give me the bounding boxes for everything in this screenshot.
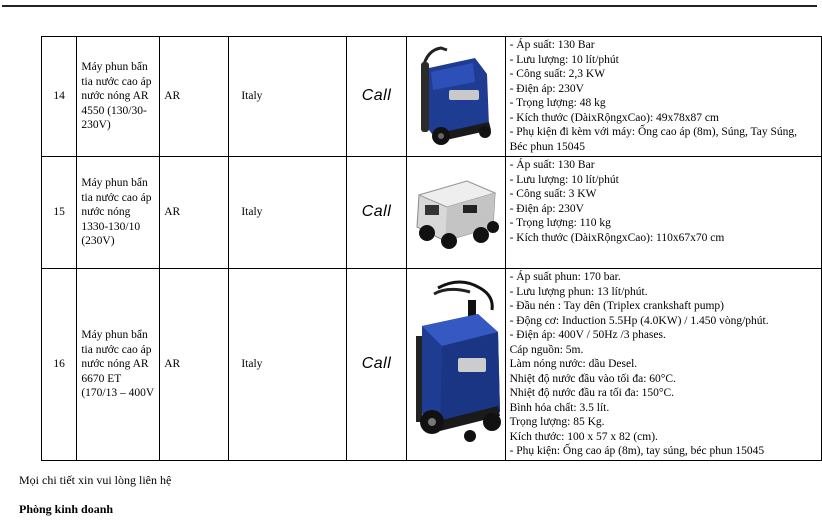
blue-hot-water-washer-image: [408, 274, 504, 450]
spec-line: - Công suất: 3 KW: [509, 188, 597, 200]
spec-line: Nhiệt độ nước đầu vào tối đa: 60°C.: [509, 372, 676, 385]
product-brand: AR: [160, 37, 229, 157]
spec-line: - Phụ kiện đi kèm với máy: Ống cao áp (8m), Súng, Tay Súng, Béc phun 15045: [509, 126, 797, 153]
product-table: [41, 36, 822, 461]
silver-pressure-washer-image: [409, 165, 503, 255]
spec-cell: [505, 157, 821, 269]
spec-line: Bình hóa chất: 3.5 lít.: [509, 401, 610, 414]
product-image-1330: [406, 157, 505, 269]
spec-line: - Lưu lượng: 10 lít/phút: [509, 53, 619, 66]
spec-line: Cáp nguồn: 5m.: [509, 343, 584, 356]
price-call: Call: [361, 354, 392, 372]
product-brand: AR: [160, 157, 229, 269]
spec-line: Kích thước: 100 x 57 x 82 (cm).: [509, 430, 658, 443]
table-row: [42, 37, 822, 157]
spec-line: - Công suất: 2,3 KW: [509, 68, 606, 80]
spec-line: - Điện áp: 230V: [509, 82, 584, 95]
spec-line: - Áp suất: 130 Bar: [509, 39, 595, 51]
spec-line: - Đầu nén : Tay dên (Triplex crankshaft pump): [509, 300, 725, 312]
row-number: 16: [42, 269, 77, 461]
spec-line: - Động cơ: Induction 5.5Hp (4.0KW) / 1.450 vòng/phút.: [509, 314, 769, 327]
blue-pressure-washer-image: [409, 38, 503, 150]
spec-line: - Kích thước (DàixRộngxCao): 110x67x70 cm: [509, 231, 725, 244]
row-number: 15: [42, 157, 77, 269]
product-origin: Italy: [229, 269, 347, 461]
price-cell: [347, 269, 407, 461]
spec-line: - Lưu lượng: 10 lít/phút: [509, 173, 619, 186]
table-row: [42, 157, 822, 269]
price-cell: [347, 157, 407, 269]
product-name: Máy phun bẩn tia nước cao áp nước nóng AR 6670 ET (170/13 – 400V: [77, 269, 160, 461]
top-rule: [2, 5, 817, 7]
product-name: Máy phun bẩn tia nước cao áp nước nóng AR 4550 (130/30-230V): [77, 37, 160, 157]
spec-line: Nhiệt độ nước đầu ra tối đa: 150°C.: [509, 387, 675, 399]
spec-line: - Áp suất phun: 170 bar.: [509, 271, 621, 283]
spec-line: Làm nóng nước: dầu Desel.: [509, 358, 638, 370]
product-brand: AR: [160, 269, 229, 461]
spec-line: - Kích thước (DàixRộngxCao): 49x78x87 cm: [509, 111, 719, 124]
spec-line: - Lưu lượng phun: 13 lít/phút.: [509, 285, 648, 298]
price-call: Call: [361, 86, 392, 104]
sales-department-heading: Phòng kinh doanh: [19, 502, 114, 516]
table-row: [42, 269, 822, 461]
spec-line: Trọng lượng: 85 Kg.: [509, 416, 605, 428]
spec-line: - Điện áp: 230V: [509, 202, 584, 215]
contact-note: Mọi chi tiết xin vui lòng liên hệ: [19, 473, 172, 487]
spec-line: - Phụ kiện: Ống cao áp (8m), tay súng, béc phun 15045: [509, 445, 765, 457]
spec-line: - Trọng lượng: 48 kg: [509, 97, 606, 109]
product-image-ar6670: [406, 269, 505, 461]
product-name: Máy phun bẩn tia nước cao áp nước nóng 1330-130/10 (230V): [77, 157, 160, 269]
product-origin: Italy: [229, 37, 347, 157]
spec-line: - Điện áp: 400V / 50Hz /3 phases.: [509, 329, 666, 341]
spec-line: - Áp suất: 130 Bar: [509, 159, 595, 171]
price-call: Call: [361, 202, 392, 220]
spec-line: - Trọng lượng: 110 kg: [509, 217, 611, 229]
product-image-ar4550: [406, 37, 505, 157]
row-number: 14: [42, 37, 77, 157]
product-origin: Italy: [229, 157, 347, 269]
price-cell: [347, 37, 407, 157]
spec-cell: [505, 37, 821, 157]
spec-cell: [505, 269, 821, 461]
